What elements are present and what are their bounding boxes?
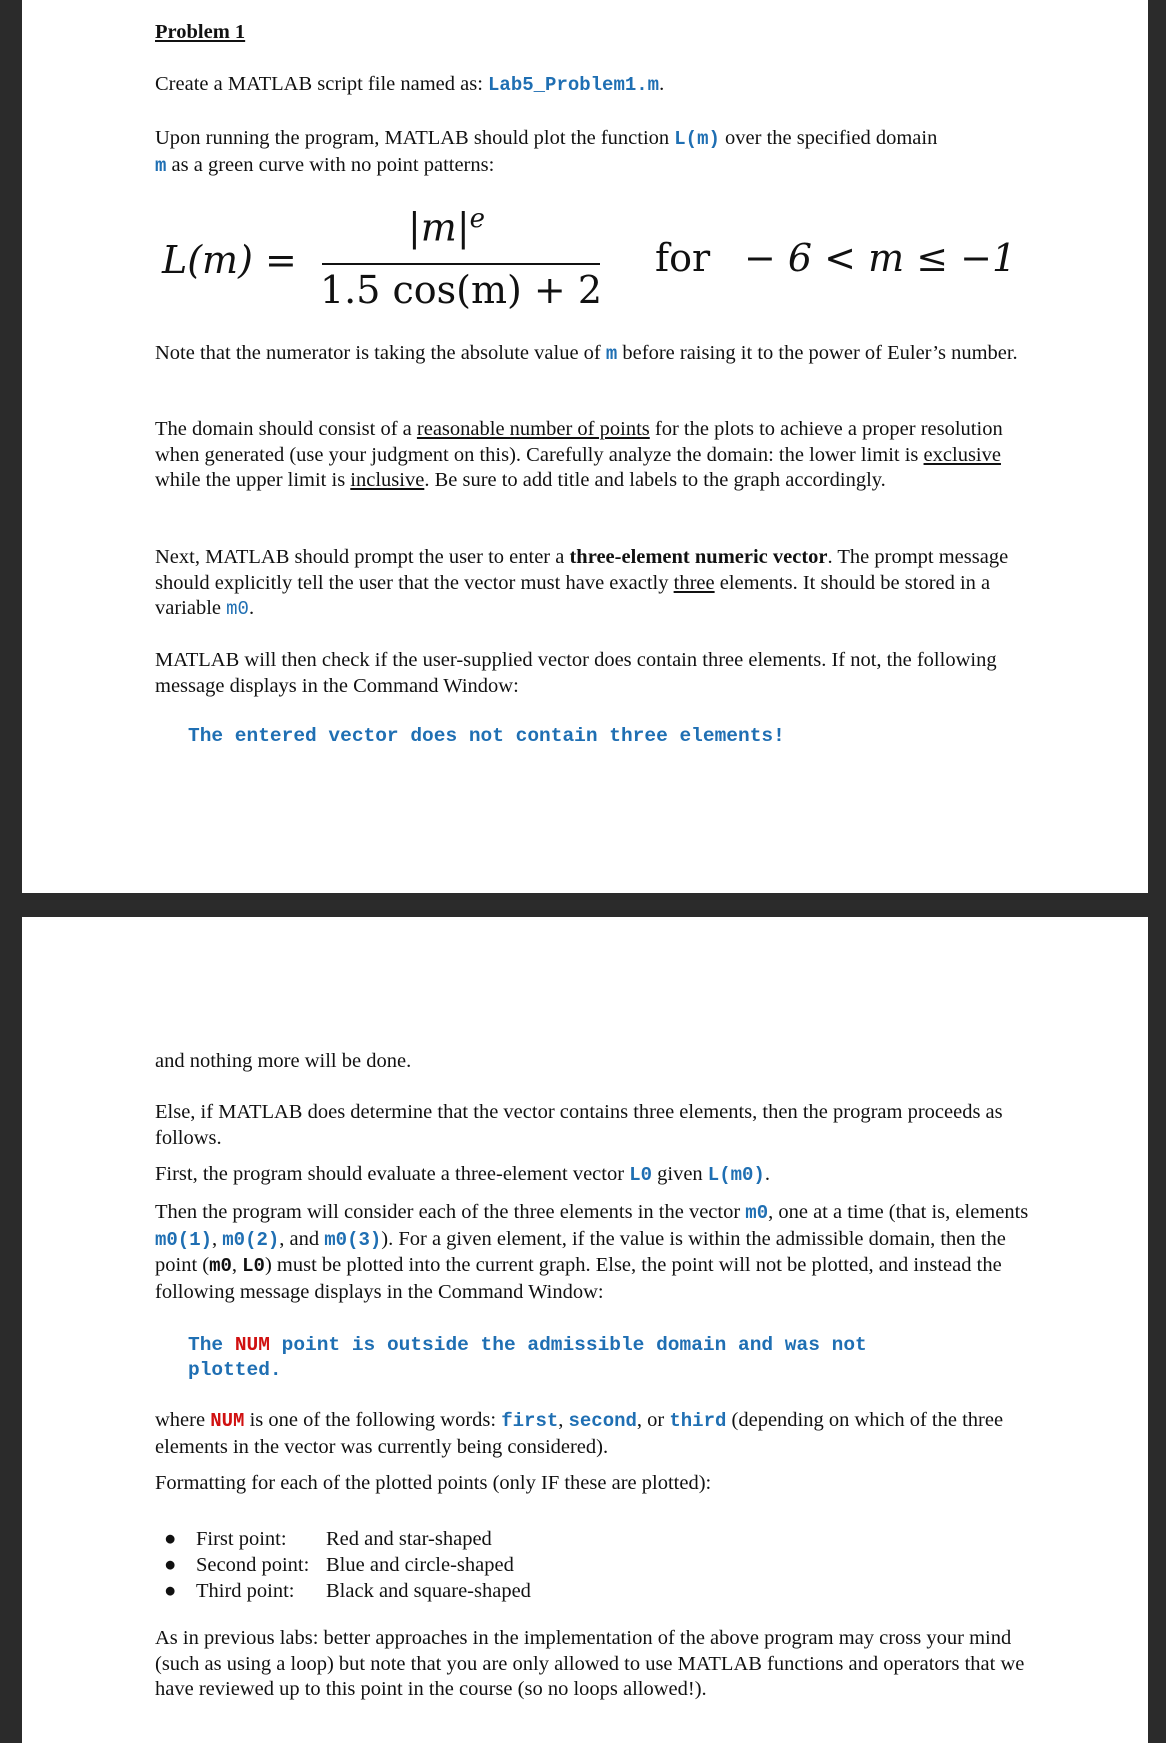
list-item: ● Second point: Blue and circle-shaped [164, 1554, 514, 1576]
error-message-outside-domain: The NUM point is outside the admissible domain and was not plotted. [188, 1334, 867, 1381]
fraction-bar [322, 263, 600, 265]
paragraph-consider-elements: Then the program will consider each of the three elements in the vector m0, one at a time (that is, elements m0(1), m0(2), and m0(3)). For a given element, if the value is within the admissible domain, then the point (m0, L0) must be plotted into the current graph. Else, the point will not be plotted, and instead the following message displays in the Command Window: [155, 1201, 1029, 1303]
document-page-1 [22, 0, 1148, 893]
paragraph-script-name: Create a MATLAB script file named as: Lab5_Problem1.m. [155, 73, 665, 96]
problem-title: Problem 1 [155, 21, 246, 43]
paragraph-num-words: where NUM is one of the following words: first, second, or third (depending on which of the three elements in the vector was currently being considered). [155, 1409, 1004, 1458]
error-message-three-elements: The entered vector does not contain three elements! [188, 725, 785, 747]
filename: Lab5_Problem1.m [488, 74, 660, 96]
paragraph-formatting: Formatting for each of the plotted points (only IF these are plotted): [155, 1472, 712, 1494]
formatting-bullet-list [164, 1526, 531, 1604]
paragraph-evaluate: First, the program should evaluate a three-element vector L0 given L(m0). [155, 1163, 770, 1186]
paragraph-else: Else, if MATLAB does determine that the vector contains three elements, then the program proceeds as follows. [155, 1101, 1003, 1149]
list-item: ● First point: Red and star-shaped [164, 1528, 492, 1550]
equation-numerator: $|m|^e$ [408, 204, 486, 250]
equation-denominator: 1.5 cos(m) + 2 [320, 268, 603, 312]
paragraph-nothing-more: and nothing more will be done. [155, 1050, 412, 1072]
paragraph-numerator-note: Note that the numerator is taking the absolute value of m before raising it to the power of Euler’s number. [155, 342, 1018, 365]
paragraph-domain: The domain should consist of a reasonable number of points for the plots to achieve a proper resolution when generated (use your judgment on this). Carefully analyze the domain: the lower limit is exclusive while the upper limit is inclusive. Be sure to add title and labels to the graph accordingly. [155, 418, 1003, 491]
list-item: ● Third point: Black and square-shaped [164, 1580, 531, 1602]
paragraph-check: MATLAB will then check if the user-supplied vector does contain three elements. If not, the following message displays in the Command Window: [155, 649, 997, 697]
paragraph-plot-function: Upon running the program, MATLAB should plot the function L(m) over the specified domain m as a green curve with no point patterns: [155, 127, 938, 177]
equation-domain: − 6 < m ≤ −1 [744, 236, 1017, 280]
equation-for: for [655, 236, 711, 280]
paragraph-prompt: Next, MATLAB should prompt the user to enter a three-element numeric vector. The prompt message should explicitly tell the user that the vector must have exactly three elements. It should be stored in a variable m0. [155, 546, 1009, 620]
document-page-2 [22, 917, 1148, 1743]
paragraph-previous-labs: As in previous labs: better approaches in the implementation of the above program may cross your mind (such as using a loop) but note that you are only allowed to use MATLAB functions and operators that we have reviewed up to this point in the course (so no loops allowed!). [155, 1627, 1025, 1700]
equation-lhs: L(m) = [162, 238, 297, 282]
